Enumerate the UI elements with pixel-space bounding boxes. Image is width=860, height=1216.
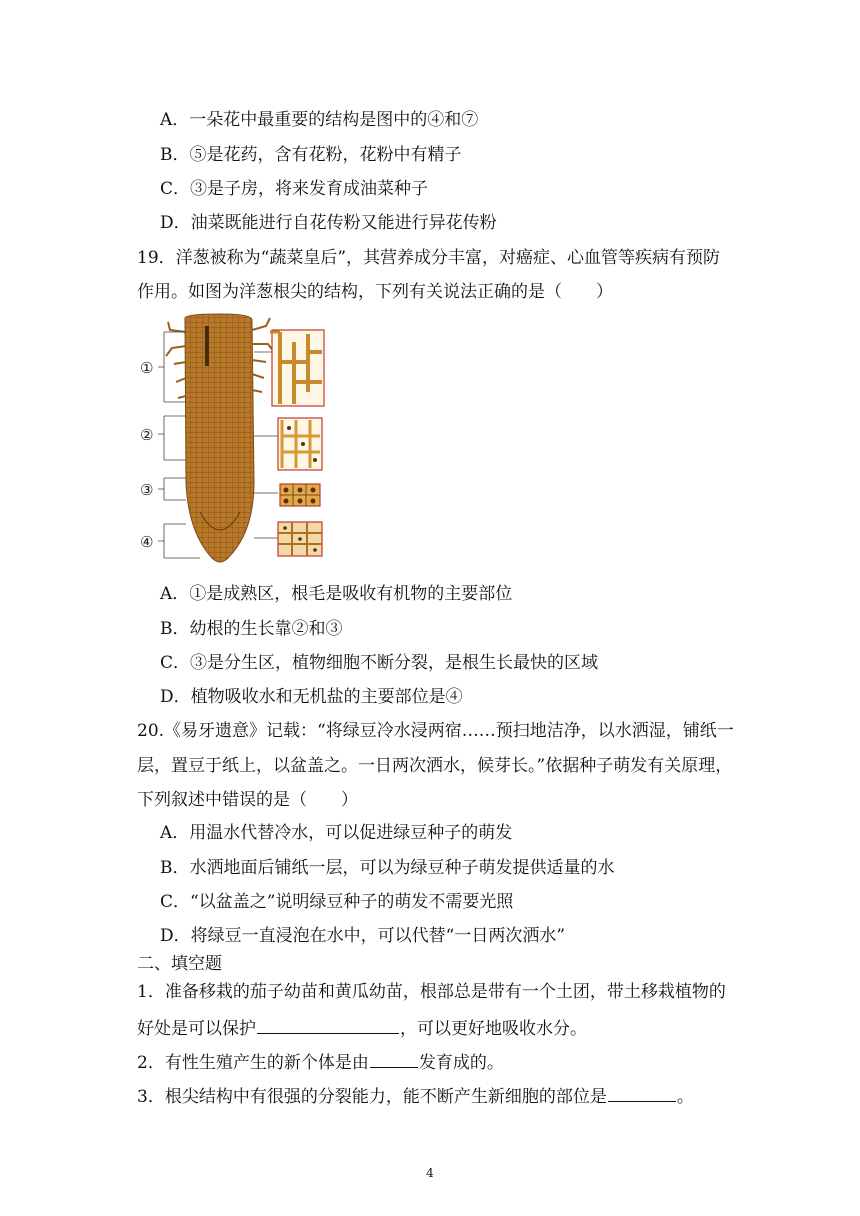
fill1-line2 [137,1015,587,1040]
figure-label-1: ① [140,359,154,377]
q18-option-a: A．一朵花中最重要的结构是图中的④和⑦ [160,110,479,130]
section-heading: 二、填空题 [137,954,222,974]
q19-stem-line1: 19．洋葱被称为“蔬菜皇后”，其营养成分丰富，对癌症、心血管等疾病有预防 [137,248,721,268]
q19-option-c: C．③是分生区，植物细胞不断分裂，是根生长最快的区域 [160,653,599,673]
q19-option-d: D．植物吸收水和无机盐的主要部位是④ [160,687,463,707]
q18-option-c: C．③是子房，将来发育成油菜种子 [160,179,429,199]
fill1-blank[interactable] [257,1015,399,1034]
root-tip-body [185,314,254,562]
figure-label-3: ③ [140,481,154,499]
magnified-maturation-zone [270,330,324,406]
fill1-post-text: ，可以更好地吸收水分。 [400,1019,587,1039]
fill3-blank[interactable] [608,1083,676,1102]
q19-option-a: A．①是成熟区，根毛是吸收有机物的主要部位 [160,584,513,604]
fill1-line1: 1．准备移栽的茄子幼苗和黄瓜幼苗，根部总是带有一个土团，带土移栽植物的 [137,982,726,1002]
fill3-pre-text: 3．根尖结构中有很强的分裂能力，能不断产生新细胞的部位是 [137,1087,607,1107]
figure-label-4: ④ [140,533,154,551]
q20-option-a: A．用温水代替冷水，可以促进绿豆种子的萌发 [160,823,513,843]
q19-option-b: B．幼根的生长靠②和③ [160,619,343,639]
figure-label-2: ② [140,426,154,444]
q20-option-b: B．水洒地面后铺纸一层，可以为绿豆种子萌发提供适量的水 [160,858,615,878]
magnified-elongation-zone [278,418,322,470]
magnified-meristem-zone [280,484,320,506]
fill2-pre-text: 2．有性生殖产生的新个体是由 [137,1053,369,1073]
q20-stem-line1: 20.《易牙遗意》记载：“将绿豆冷水浸两宿……预扫地洁净，以水洒湿，铺纸一 [137,721,734,741]
q18-option-d: D．油菜既能进行自花传粉又能进行异花传粉 [160,213,497,233]
fill2-blank[interactable] [370,1049,418,1068]
onion-root-tip-figure [130,312,352,574]
q20-stem-line3: 下列叙述中错误的是（ ） [137,790,358,810]
fill3-line [137,1083,694,1108]
page-number: 4 [426,1166,434,1180]
q19-stem-line2: 作用。如图为洋葱根尖的结构，下列有关说法正确的是（ ） [137,282,613,302]
q20-option-d: D．将绿豆一直浸泡在水中，可以代替“一日两次洒水” [160,926,566,946]
fill2-post-text: 发育成的。 [418,1053,504,1073]
q20-stem-line2: 层，置豆于纸上，以盆盖之。一日两次洒水，候芽长。”依据种子萌发有关原理， [137,756,733,776]
fill2-line [137,1049,504,1074]
fill1-pre-text: 好处是可以保护 [137,1019,256,1039]
q18-option-b: B．⑤是花药，含有花粉，花粉中有精子 [160,145,462,165]
magnified-root-cap [278,522,322,556]
fill3-post-text: 。 [676,1087,694,1107]
q20-option-c: C．“以盆盖之”说明绿豆种子的萌发不需要光照 [160,892,514,912]
